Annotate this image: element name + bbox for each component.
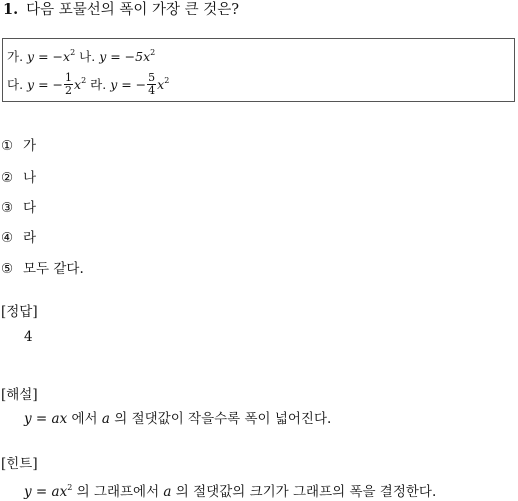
option-da-denominator: 2 xyxy=(65,84,73,97)
hint-text-b: 의 절댓값의 크기가 그래프의 폭을 결정한다. xyxy=(175,484,437,500)
hint-expression: y = ax xyxy=(24,484,68,500)
option-ra-label: 라. xyxy=(90,77,107,92)
choice-5[interactable] xyxy=(1,260,84,278)
option-ra-fraction xyxy=(147,72,156,97)
options-row-1 xyxy=(7,47,155,65)
choice-2-mark: ② xyxy=(1,170,14,186)
choice-1-label: 가 xyxy=(23,138,37,154)
hint-text-a: 의 그래프에서 xyxy=(76,484,160,500)
choice-3-label: 다 xyxy=(23,200,37,216)
option-ra-expression-prefix: y = − xyxy=(110,77,147,92)
explanation-text xyxy=(24,410,331,428)
question-title xyxy=(3,0,239,20)
choice-2[interactable] xyxy=(1,169,36,187)
option-ga-exponent: 2 xyxy=(70,48,76,57)
hint-variable: a xyxy=(163,484,172,500)
answer-label: [정답] xyxy=(1,304,38,320)
choice-2-label: 나 xyxy=(23,170,37,186)
option-ra-numerator: 5 xyxy=(148,71,156,84)
explanation-label: [해설] xyxy=(1,387,38,403)
option-ga-label: 가. xyxy=(7,49,24,64)
question-text: 다음 포물선의 폭이 가장 큰 것은? xyxy=(26,2,240,18)
choice-4-mark: ④ xyxy=(1,230,14,246)
choice-3-mark: ③ xyxy=(1,200,14,216)
choice-5-mark: ⑤ xyxy=(1,261,14,277)
choice-1[interactable] xyxy=(1,137,36,155)
option-da-expression-suffix: x xyxy=(74,77,82,92)
option-da-expression-prefix: y = − xyxy=(27,77,64,92)
option-da-label: 다. xyxy=(7,77,24,92)
choice-4[interactable] xyxy=(1,229,36,247)
option-ra-denominator: 4 xyxy=(148,84,156,97)
hint-label: [힌트] xyxy=(1,456,38,472)
option-da-numerator: 1 xyxy=(65,71,73,84)
hint-text xyxy=(24,479,436,501)
option-da-fraction xyxy=(64,72,73,97)
choice-5-label: 모두 같다. xyxy=(23,261,84,277)
option-na-expression: y = −5x xyxy=(99,49,151,64)
hint-exponent: 2 xyxy=(67,483,73,492)
option-na-exponent: 2 xyxy=(150,48,156,57)
options-box xyxy=(2,38,515,102)
option-ra-expression-suffix: x xyxy=(157,77,165,92)
choice-4-label: 라 xyxy=(23,230,37,246)
explanation-expression: y = ax xyxy=(24,411,68,427)
choice-1-mark: ① xyxy=(1,138,14,154)
explanation-variable: a xyxy=(101,411,110,427)
options-row-2 xyxy=(7,73,169,98)
explanation-text-a: 에서 xyxy=(71,411,98,427)
answer-value: 4 xyxy=(24,329,33,345)
question-number: 1. xyxy=(3,1,19,18)
option-na-label: 나. xyxy=(79,49,96,64)
option-da-exponent: 2 xyxy=(81,76,87,85)
option-ra-exponent: 2 xyxy=(164,76,170,85)
option-ga-expression: y = −x xyxy=(27,49,71,64)
explanation-text-b: 의 절댓값이 작을수록 폭이 넓어진다. xyxy=(114,411,332,427)
choice-3[interactable] xyxy=(1,199,36,217)
